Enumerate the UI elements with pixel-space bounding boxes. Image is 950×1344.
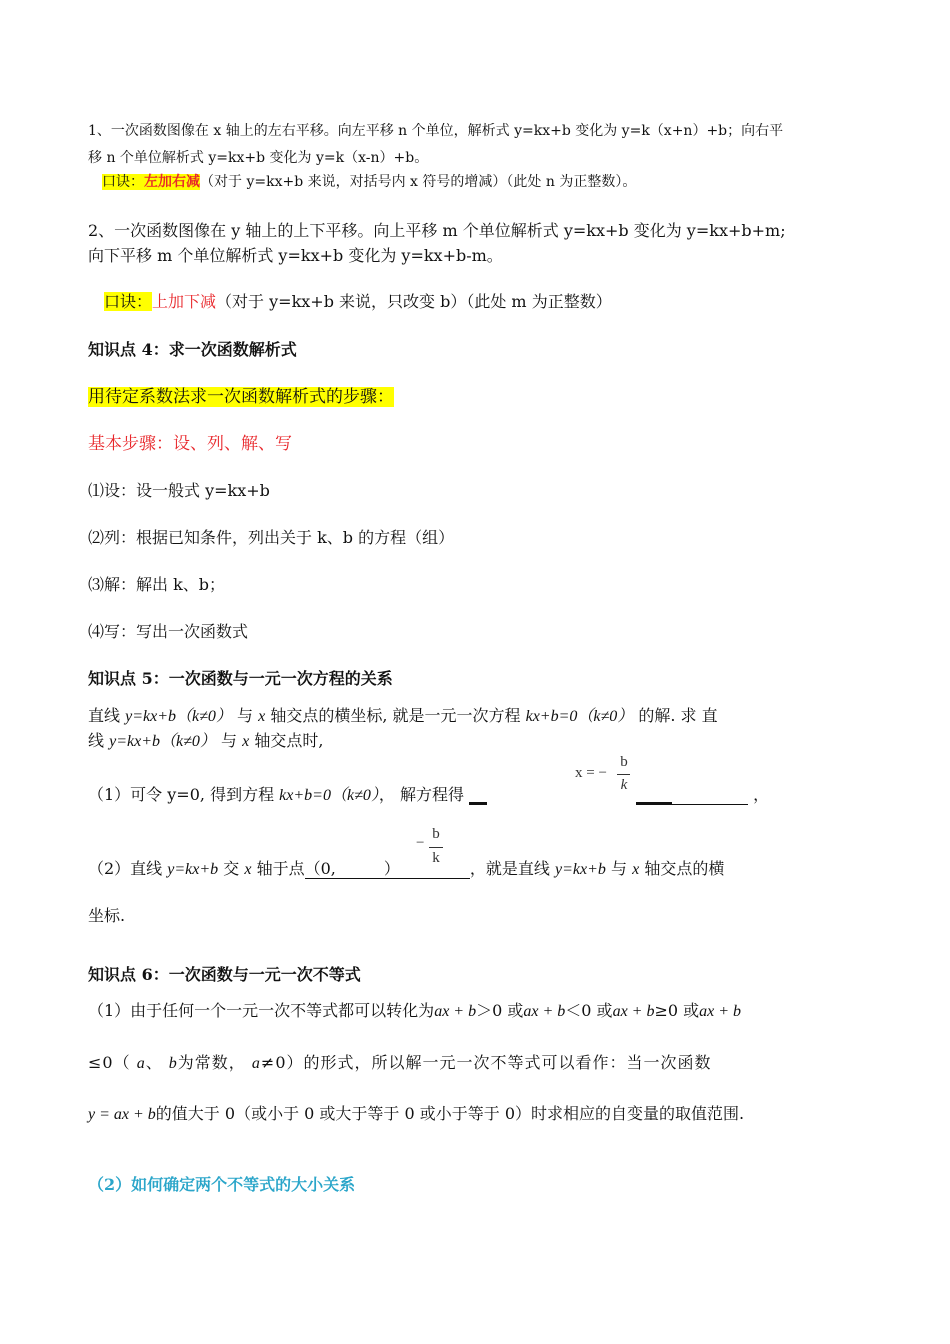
solution-lhs: x = − — [575, 765, 607, 781]
kp4-basic-steps: 基本步骤：设、列、解、写 — [88, 434, 292, 454]
kp4-step: ⑵列：根据已知条件，列出关于 k、b 的方程（组） — [88, 528, 455, 547]
point-close: ） — [383, 859, 400, 878]
kp6-line2 — [88, 1050, 712, 1073]
text: 轴交点的横 — [644, 859, 725, 878]
equation: y=kx+b — [167, 861, 219, 878]
text: （1）由于任何一个一元一次不等式都可以转化为 — [88, 1001, 435, 1020]
answer-blank — [469, 784, 487, 805]
mnemonic-rule: 左加右减 — [144, 174, 200, 190]
text: 轴交点时, — [254, 731, 324, 750]
mnemonic-note: （对于 y=kx+b 来说，对括号内 x 符号的增减）（此处 n 为正整数）。 — [200, 174, 637, 190]
text: 为常数， — [177, 1053, 246, 1072]
kp6-heading: 知识点 6：一次函数与一元一次不等式 — [88, 965, 361, 984]
text: 与 — [237, 706, 254, 725]
text: ， 解方程得 — [378, 785, 464, 804]
text: （2）直线 — [88, 859, 163, 878]
text: 轴于点 — [256, 859, 305, 878]
text: 与 — [221, 731, 238, 750]
expression: ax + b — [523, 1003, 566, 1020]
equation: y=kx+b — [125, 708, 177, 725]
equation: kx+b=0 — [279, 787, 331, 804]
text: ≤0（ — [88, 1053, 131, 1072]
shift-y-line1: 2、一次函数图像在 y 轴上的上下平移。向上平移 m 个单位解析式 y=kx+b 变化为 y=kx+b+m; — [88, 221, 786, 240]
mnemonic-rule: 上加下减 — [152, 292, 217, 311]
kp5-item2 — [88, 856, 724, 879]
kp6-line1 — [88, 998, 741, 1021]
equation: y=kx+b — [555, 861, 606, 878]
solution-denominator: k — [620, 777, 628, 793]
condition: （k≠0） — [160, 733, 216, 750]
kp4-step: ⑶解：解出 k、b； — [88, 575, 226, 594]
variable: x — [242, 733, 250, 750]
equation: y=kx+b — [109, 733, 161, 750]
mnemonic-label: 口诀： — [102, 174, 144, 190]
mnemonic-note: （对于 y=kx+b 来说，只改变 b）（此处 m 为正整数） — [216, 292, 612, 311]
variable: a — [251, 1055, 261, 1072]
kp5-item1-blank — [636, 782, 769, 805]
text: （1）可令 y=0, 得到方程 — [88, 785, 275, 804]
answer-blank-bold — [636, 784, 672, 805]
shift-y-mnemonic — [104, 289, 612, 312]
text: 、 — [145, 1053, 163, 1072]
mnemonic-label: 口诀： — [104, 292, 153, 311]
variable: x — [244, 861, 252, 878]
kp5-para-line2 — [88, 728, 323, 751]
kp4-subheading — [88, 382, 394, 407]
text: 线 — [88, 731, 105, 750]
kp6-line3 — [88, 1101, 744, 1124]
expression: ax + b — [434, 1003, 477, 1020]
relation: ＞0 或 — [476, 1001, 524, 1020]
condition: （k≠0） — [176, 708, 232, 725]
solution-numerator: b — [620, 754, 628, 770]
text: 的解. 求 直 — [638, 706, 718, 725]
equation: y = ax + b — [88, 1106, 156, 1123]
kp4-subheading-text: 用待定系数法求一次函数解析式的步骤： — [88, 387, 394, 407]
equation: kx+b=0 — [525, 708, 578, 725]
variable: x — [632, 861, 640, 878]
shift-x-line1: 1、一次函数图像在 x 轴上的左右平移。向左平移 n 个单位，解析式 y=kx+b 变化为 y=k（x+n）+b；向右平 — [88, 123, 784, 139]
text: ， — [753, 785, 770, 804]
answer-blank-line — [672, 786, 748, 805]
shift-y-line2: 向下平移 m 个单位解析式 y=kx+b 变化为 y=kx+b-m。 — [88, 246, 503, 265]
point-open: （0, — [304, 859, 336, 878]
point-denominator: k — [432, 850, 440, 866]
kp6-subheading: （2）如何确定两个不等式的大小关系 — [88, 1175, 356, 1194]
fraction-bar — [429, 847, 443, 848]
kp5-item1 — [88, 782, 487, 805]
text: ≠0）的形式，所以解一元一次不等式可以看作：当一次函数 — [260, 1053, 712, 1072]
variable: b — [168, 1055, 178, 1072]
text: ，就是直线 — [469, 859, 550, 878]
kp4-heading: 知识点 4：求一次函数解析式 — [88, 340, 297, 359]
text: 交 — [223, 859, 240, 878]
text: 与 — [611, 859, 628, 878]
text: 直线 — [88, 706, 121, 725]
variable: x — [258, 708, 266, 725]
fraction-bar — [617, 774, 630, 775]
expression: ax + b — [612, 1003, 655, 1020]
kp5-item2-end: 坐标. — [88, 906, 126, 925]
kp4-step: ⑷写：写出一次函数式 — [88, 622, 249, 641]
point-blank — [305, 859, 470, 879]
kp5-para-line1 — [88, 703, 718, 726]
shift-x-mnemonic — [102, 171, 636, 191]
condition: （k≠0） — [577, 708, 634, 725]
text: 轴交点的横坐标, 就是一元一次方程 — [270, 706, 521, 725]
point-numerator: b — [432, 826, 440, 842]
relation: ≥0 或 — [654, 1001, 700, 1020]
kp5-heading: 知识点 5：一次函数与一元一次方程的关系 — [88, 669, 393, 688]
condition: （k≠0） — [330, 787, 379, 804]
expression: ax + b — [699, 1003, 742, 1020]
text: 的值大于 0（或小于 0 或大于等于 0 或小于等于 0）时求相应的自变量的取值范围. — [155, 1104, 745, 1123]
point-minus: − — [416, 835, 425, 851]
relation: ＜0 或 — [565, 1001, 613, 1020]
shift-x-line2: 移 n 个单位解析式 y=kx+b 变化为 y=k（x-n）+b。 — [88, 150, 429, 166]
variable: a — [136, 1055, 146, 1072]
kp4-step: ⑴设：设一般式 y=kx+b — [88, 481, 270, 500]
